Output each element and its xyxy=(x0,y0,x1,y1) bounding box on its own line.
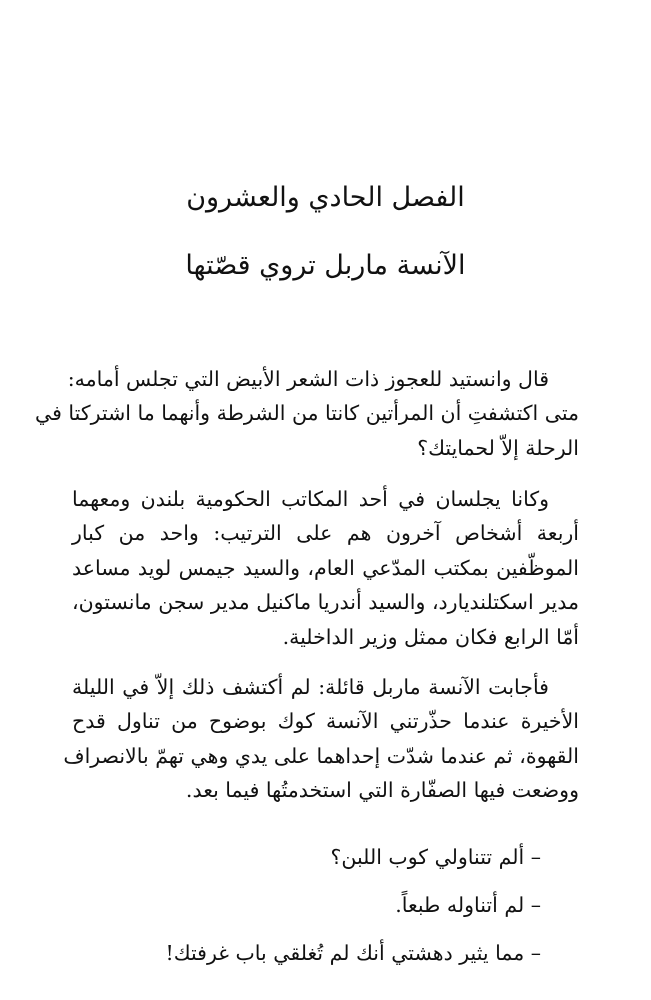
paragraph-line: مدير اسكتلنديارد، والسيد أندريا ماكنيل مدير سجن مانستون، xyxy=(72,590,579,615)
paragraph-line: أمّا الرابع فكان ممثل وزير الداخلية. xyxy=(282,624,579,649)
dialogue-line-3: – مما يثير دهشتي أنك لم تُغلقي باب غرفتك! xyxy=(165,941,541,965)
dialogue-line-1: – ألم تتناولي كوب اللبن؟ xyxy=(330,845,541,869)
paragraph-1 xyxy=(35,362,579,465)
paragraph-3 xyxy=(63,670,579,808)
paragraph-line: الأخيرة عندما حذّرتني الآنسة كوك بوضوح من تناول قدح xyxy=(72,709,579,734)
paragraph-line: وكانا يجلسان في أحد المكاتب الحكومية بلندن ومعهما xyxy=(72,487,549,511)
paragraph-line: الموظّفين بمكتب المدّعي العام، والسيد جيمس لويد مساعد xyxy=(72,555,579,580)
paragraph-2 xyxy=(72,482,579,654)
chapter-number-heading: الفصل الحادي والعشرون xyxy=(186,182,465,213)
paragraph-line: ووضعت فيها الصفّارة التي استخدمتُها فيما بعد. xyxy=(185,778,579,803)
paragraph-line: الرحلة إلاّ لحمايتك؟ xyxy=(417,435,579,460)
paragraph-line: أربعة أشخاص آخرون هم على الترتيب: واحد من كبار xyxy=(72,521,579,546)
paragraph-line: متى اكتشفتِ أن المرأتين كانتا من الشرطة وأنهما ما اشتركتا في xyxy=(35,401,579,426)
paragraph-line: قال وانستيد للعجوز ذات الشعر الأبيض التي تجلس أمامه: xyxy=(67,367,549,391)
paragraph-line: فأجابت الآنسة ماربل قائلة: لم أكتشف ذلك إلاّ في الليلة xyxy=(72,675,549,699)
paragraph-line: القهوة، ثم عندما شدّت إحداهما على يدي وهي تهمّ بالانصراف xyxy=(63,743,579,768)
dialogue-line-2: – لم أتناوله طبعاً. xyxy=(395,893,541,917)
chapter-title-heading: الآنسة ماربل تروي قصّتها xyxy=(185,250,466,281)
